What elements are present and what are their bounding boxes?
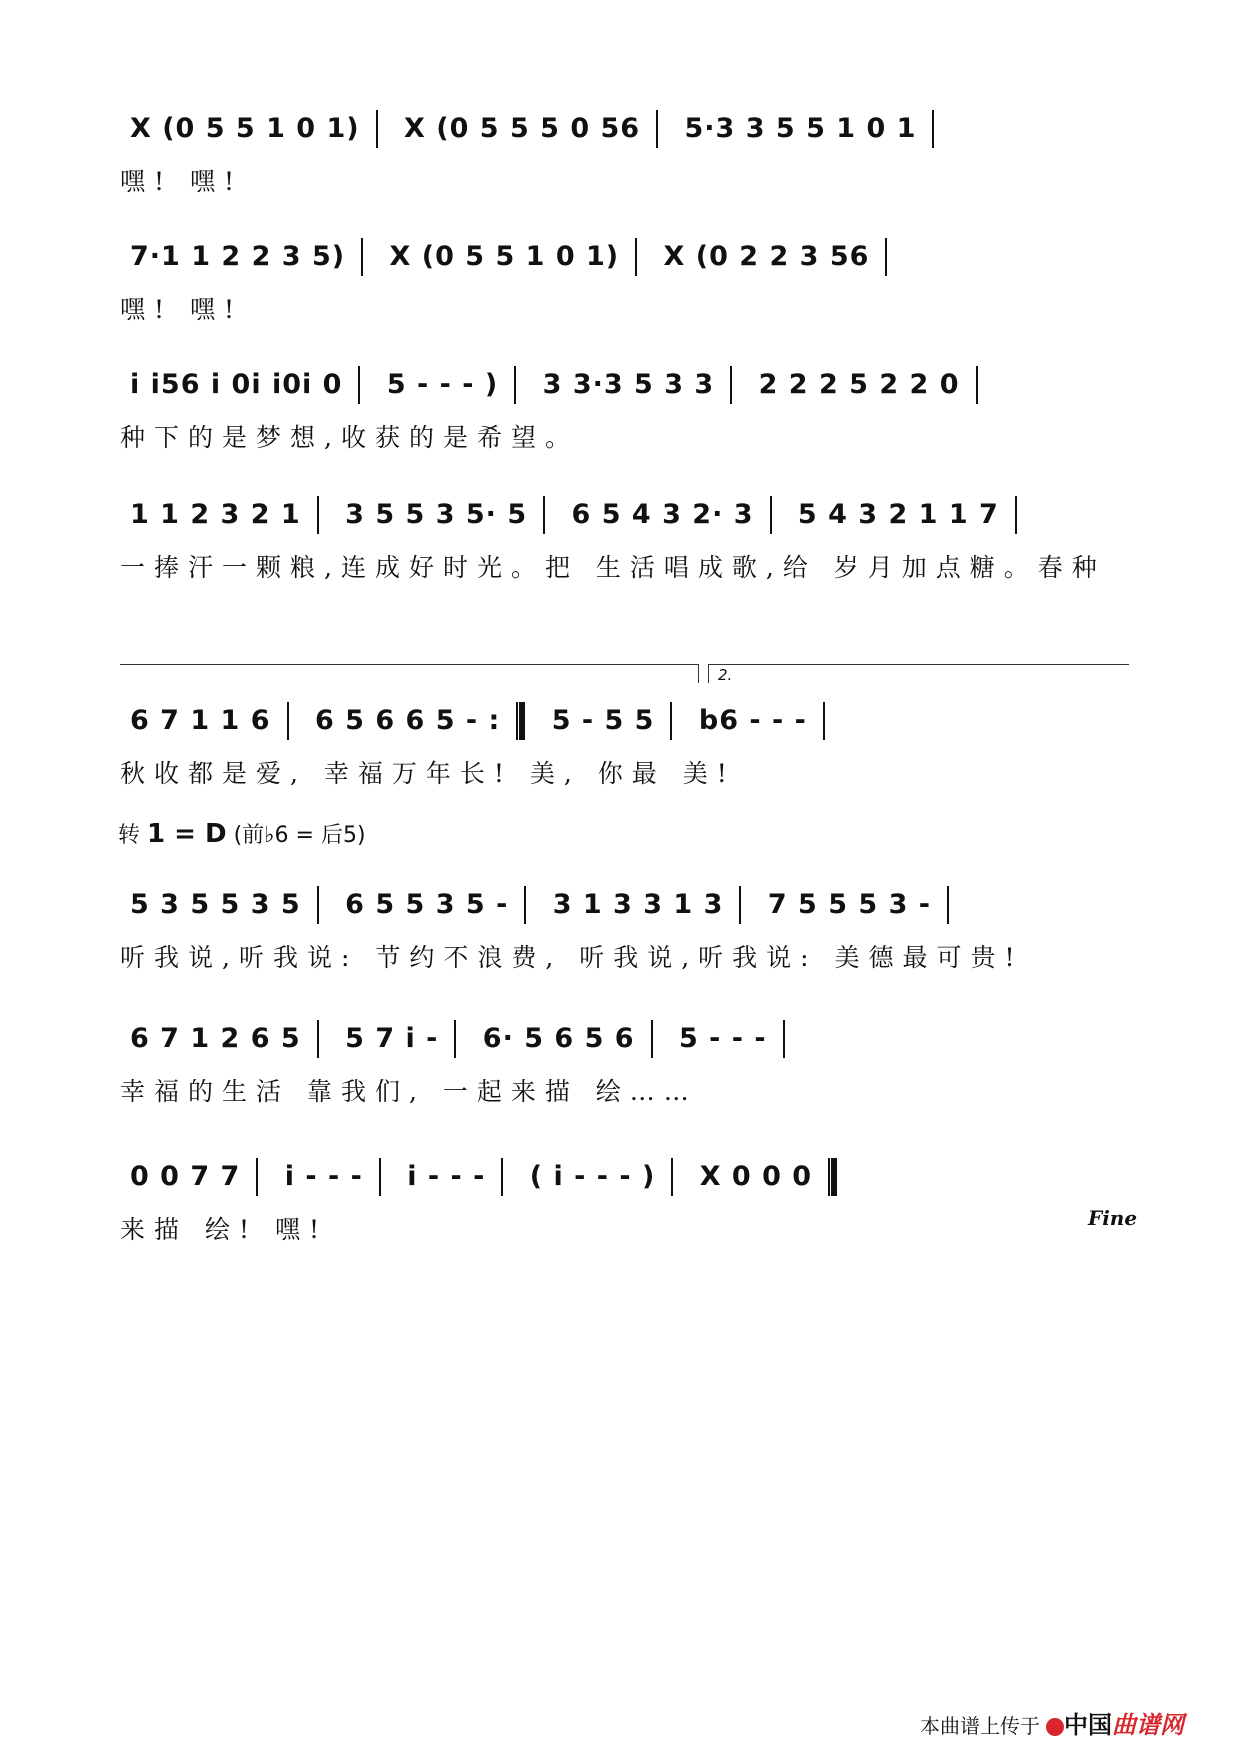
barline	[670, 702, 672, 740]
barline	[501, 1158, 503, 1196]
footer-watermark	[920, 1705, 1184, 1740]
key-change-prefix: 转	[118, 823, 141, 848]
measure: 0 0 7 7	[130, 1160, 241, 1192]
footer-text: 本曲谱上传于	[920, 1714, 1040, 1738]
barline	[361, 238, 363, 276]
lyrics-line: 听我说,听我说: 节约不浪费, 听我说,听我说: 美德最可贵!	[120, 943, 1024, 972]
measure: 3 5 5 3 5· 5	[345, 498, 528, 530]
barline	[543, 496, 545, 534]
barline	[823, 702, 825, 740]
repeat-barline	[516, 702, 525, 740]
lyrics-line: 来描 绘! 嘿!	[120, 1215, 328, 1244]
lyrics-line: 嘿! 嘿!	[120, 167, 244, 196]
measure: 5 - 5 5	[551, 704, 655, 736]
measure: X (0 2 2 3 56	[663, 240, 870, 272]
barline	[1015, 496, 1017, 534]
barline	[376, 110, 378, 148]
barline	[287, 702, 289, 740]
measure: 6 7 1 2 6 5	[130, 1022, 301, 1054]
final-barline	[828, 1158, 837, 1196]
barline	[739, 886, 741, 924]
key-change-detail: (前♭6 = 后5)	[233, 823, 366, 848]
measure: X 0 0 0	[699, 1160, 813, 1192]
measure: 1 1 2 3 2 1	[130, 498, 301, 530]
volta-second-ending	[708, 664, 1129, 683]
barline	[524, 886, 526, 924]
measure: i i56 i 0i i0i 0	[130, 368, 343, 400]
measure: 6 7 1 1 6	[130, 704, 271, 736]
measure: i - - -	[284, 1160, 363, 1192]
key-change-key: 1 = D	[147, 819, 227, 849]
barline	[783, 1020, 785, 1058]
fine-mark: Fine	[1088, 1206, 1138, 1230]
measure: 5 4 3 2 1 1 7	[797, 498, 999, 530]
measure: X (0 5 5 1 0 1)	[389, 240, 620, 272]
measure: b6 - - -	[698, 704, 807, 736]
barline	[770, 496, 772, 534]
barline	[651, 1020, 653, 1058]
notation-line	[120, 496, 1130, 544]
volta-first-ending	[120, 664, 699, 683]
notation-line	[120, 1158, 1130, 1206]
notation-line	[120, 366, 1130, 414]
measure: X (0 5 5 5 0 56	[404, 112, 641, 144]
measure: 3 3·3 5 3 3	[542, 368, 715, 400]
notation-line	[120, 110, 1130, 158]
logo-text-b: 曲谱网	[1112, 1711, 1184, 1739]
notation-line	[120, 886, 1130, 934]
lyrics-line: 嘿! 嘿!	[120, 295, 244, 324]
measure: 6 5 6 6 5 - :	[314, 704, 501, 736]
logo-icon	[1046, 1718, 1064, 1736]
measure: 6 5 4 3 2· 3	[571, 498, 754, 530]
measure: 2 2 2 5 2 2 0	[758, 368, 960, 400]
barline	[932, 110, 934, 148]
barline	[656, 110, 658, 148]
barline	[976, 366, 978, 404]
barline	[454, 1020, 456, 1058]
lyrics-line: 一捧汗一颗粮,连成好时光。把 生活唱成歌,给 岁月加点糖。春种	[120, 553, 1106, 582]
barline	[671, 1158, 673, 1196]
notation-line	[120, 1020, 1130, 1068]
lyrics-line: 秋收都是爱, 幸福万年长! 美, 你最 美!	[120, 759, 736, 788]
measure: 5·3 3 5 5 1 0 1	[684, 112, 917, 144]
key-change	[118, 818, 366, 849]
measure: i - - -	[407, 1160, 486, 1192]
barline	[885, 238, 887, 276]
volta-bracket	[120, 664, 1130, 684]
barline	[317, 886, 319, 924]
barline	[379, 1158, 381, 1196]
barline	[317, 496, 319, 534]
measure: 6· 5 6 5 6	[482, 1022, 635, 1054]
volta-label: 2.	[718, 666, 733, 684]
barline	[947, 886, 949, 924]
lyrics-line: 种下的是梦想,收获的是希望。	[120, 423, 579, 452]
lyrics-line: 幸福的生活 靠我们, 一起来描 绘……	[120, 1077, 698, 1106]
measure: 5 3 5 5 3 5	[130, 888, 301, 920]
measure: X (0 5 5 1 0 1)	[130, 112, 360, 144]
measure: 5 - - - )	[386, 368, 499, 400]
notation-line	[120, 702, 1130, 750]
logo-text-a: 中国	[1064, 1711, 1112, 1739]
measure: 7 5 5 5 3 -	[767, 888, 931, 920]
measure: 7·1 1 2 2 3 5)	[130, 240, 346, 272]
barline	[635, 238, 637, 276]
measure: 5 - - -	[678, 1022, 767, 1054]
notation-line	[120, 238, 1130, 286]
barline	[256, 1158, 258, 1196]
measure: 6 5 5 3 5 -	[345, 888, 509, 920]
measure: 3 1 3 3 1 3	[552, 888, 724, 920]
measure: ( i - - - )	[529, 1160, 656, 1192]
barline	[514, 366, 516, 404]
barline	[317, 1020, 319, 1058]
barline	[358, 366, 360, 404]
barline	[730, 366, 732, 404]
measure: 5 7 i -	[345, 1022, 439, 1054]
